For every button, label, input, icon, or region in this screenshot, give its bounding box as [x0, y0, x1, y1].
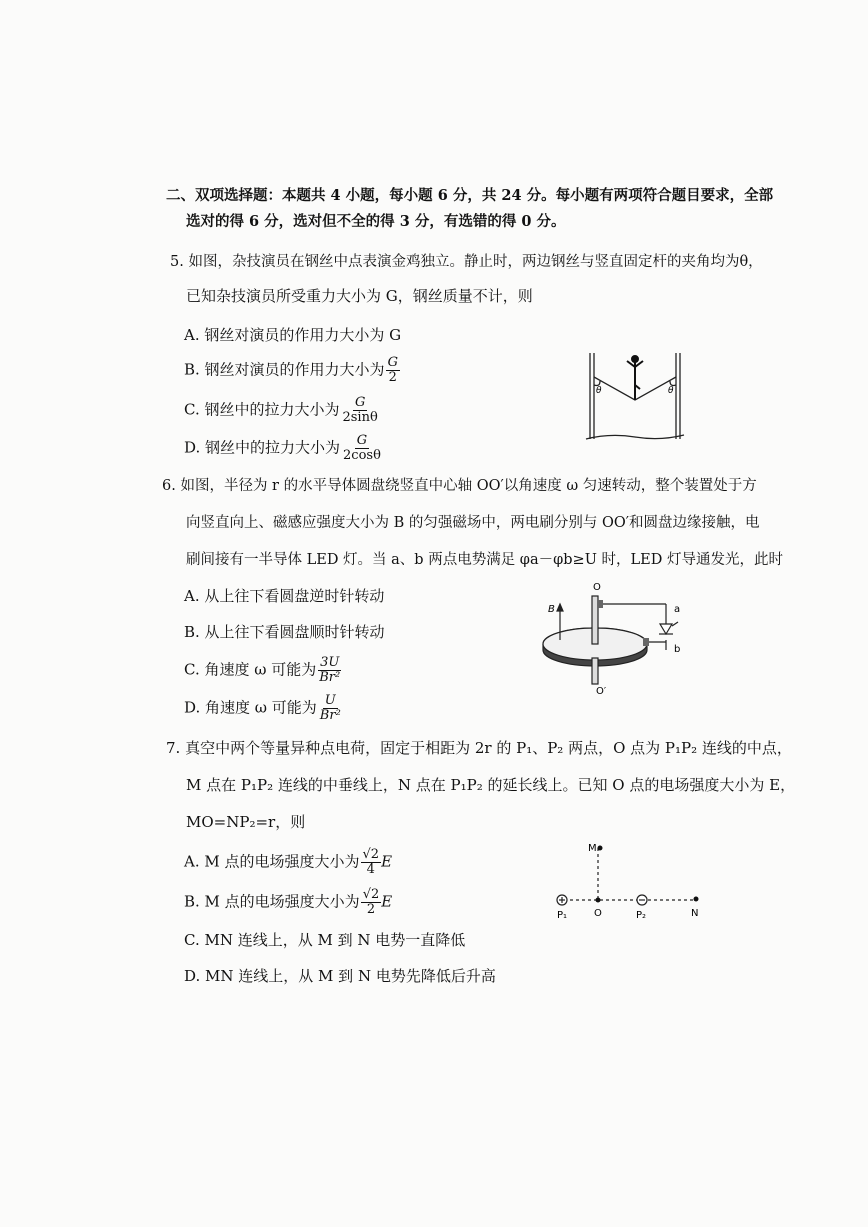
q5-acrobat-figure	[580, 345, 692, 445]
q7-option-b: B. M 点的电场强度大小为 $\frac{√2}{2}$ E	[184, 887, 393, 917]
q7-fig-label-o: O	[594, 908, 602, 919]
q6-stem-line3: 刷间接有一半导体 LED 灯。当 a、b 两点电势满足 φa－φb≥U 时，LED 灯导通发光，此时	[186, 552, 783, 568]
q7-stem-line1: 7. 真空中两个等量异种点电荷，固定于相距为 2r 的 P₁、P₂ 两点，O 点为 P₁P₂ 连线的中点，	[166, 739, 792, 757]
q6-option-c-fraction: $\frac{3U}{\text{Br²}}$	[319, 655, 341, 685]
q5-option-b: B. 钢丝对演员的作用力大小为 $\frac{G}{2}$	[184, 355, 398, 385]
q6-stem-line2: 向竖直向上、磁感应强度大小为 B 的匀强磁场中，两电刷分别与 OO′和圆盘边缘接触，电	[186, 515, 760, 531]
q7-fig-label-m: M	[588, 843, 597, 854]
q7-fig-label-p2: P₂	[636, 910, 647, 921]
q6-option-d: D. 角速度 ω 可能为 $\frac{U}{\text{Br²}}$	[184, 693, 341, 723]
q5-option-b-fraction: $\frac{G}{2}$	[387, 355, 398, 385]
q5-fig-theta-left: θ	[596, 386, 602, 396]
q7-option-a-fraction: $\frac{√2}{4}$	[362, 847, 380, 877]
q6-option-d-fraction: $\frac{U}{\text{Br²}}$	[319, 693, 341, 723]
q5-stem-line1: 5. 如图，杂技演员在钢丝中点表演金鸡独立。静止时，两边钢丝与竖直固定杆的夹角均为θ，	[170, 254, 763, 270]
q6-fig-label-b: b	[674, 644, 681, 655]
q7-fig-label-p1: P₁	[557, 910, 568, 921]
q7-charges-figure	[548, 836, 708, 926]
q6-fig-label-a: a	[674, 604, 681, 615]
q6-option-a: A. 从上往下看圆盘逆时针转动	[184, 587, 385, 605]
q5-stem-line2: 已知杂技演员所受重力大小为 G，钢丝质量不计，则	[186, 287, 533, 305]
q6-fig-label-b-field: B	[548, 604, 555, 615]
q5-option-d: D. 钢丝中的拉力大小为 $\frac{G}{2\cos\theta}$	[184, 433, 381, 463]
q7-option-d: D. MN 连线上，从 M 到 N 电势先降低后升高	[184, 967, 496, 985]
q7-stem-line2: M 点在 P₁P₂ 连线的中垂线上，N 点在 P₁P₂ 的延长线上。已知 O 点的电场强度大小为 E，	[186, 776, 796, 794]
q7-option-b-fraction: $\frac{√2}{2}$	[362, 887, 380, 917]
section-header-line1: 二、双项选择题：本题共 4 小题，每小题 6 分，共 24 分。每小题有两项符合题目要求，全部	[166, 187, 774, 204]
q5-option-d-fraction: $\frac{G}{2\cos\theta}$	[343, 433, 381, 463]
q5-option-c: C. 钢丝中的拉力大小为 $\frac{G}{2\sin\theta}$	[184, 395, 378, 425]
q5-option-a: A. 钢丝对演员的作用力大小为 G	[184, 326, 402, 344]
q7-option-c: C. MN 连线上，从 M 到 N 电势一直降低	[184, 931, 466, 949]
section-header-line2: 选对的得 6 分，选对但不全的得 3 分，有选错的得 0 分。	[186, 213, 566, 230]
q7-option-a: A. M 点的电场强度大小为 $\frac{√2}{4}$ E	[184, 847, 393, 877]
q7-fig-label-n: N	[691, 908, 699, 919]
q6-option-c: C. 角速度 ω 可能为 $\frac{3U}{\text{Br²}}$	[184, 655, 341, 685]
q7-stem-line3: MO=NP₂=r，则	[186, 813, 306, 831]
q6-disk-figure	[540, 578, 700, 698]
q6-fig-label-o-prime: O′	[596, 686, 607, 697]
q5-option-c-fraction: $\frac{G}{2\sin\theta}$	[342, 395, 378, 425]
q6-fig-label-o: O	[593, 582, 601, 593]
q6-stem-line1: 6. 如图，半径为 r 的水平导体圆盘绕竖直中心轴 OO′以角速度 ω 匀速转动，整个装置处于方	[162, 478, 757, 494]
q5-fig-theta-right: θ	[668, 386, 674, 396]
q6-option-b: B. 从上往下看圆盘顺时针转动	[184, 623, 385, 641]
